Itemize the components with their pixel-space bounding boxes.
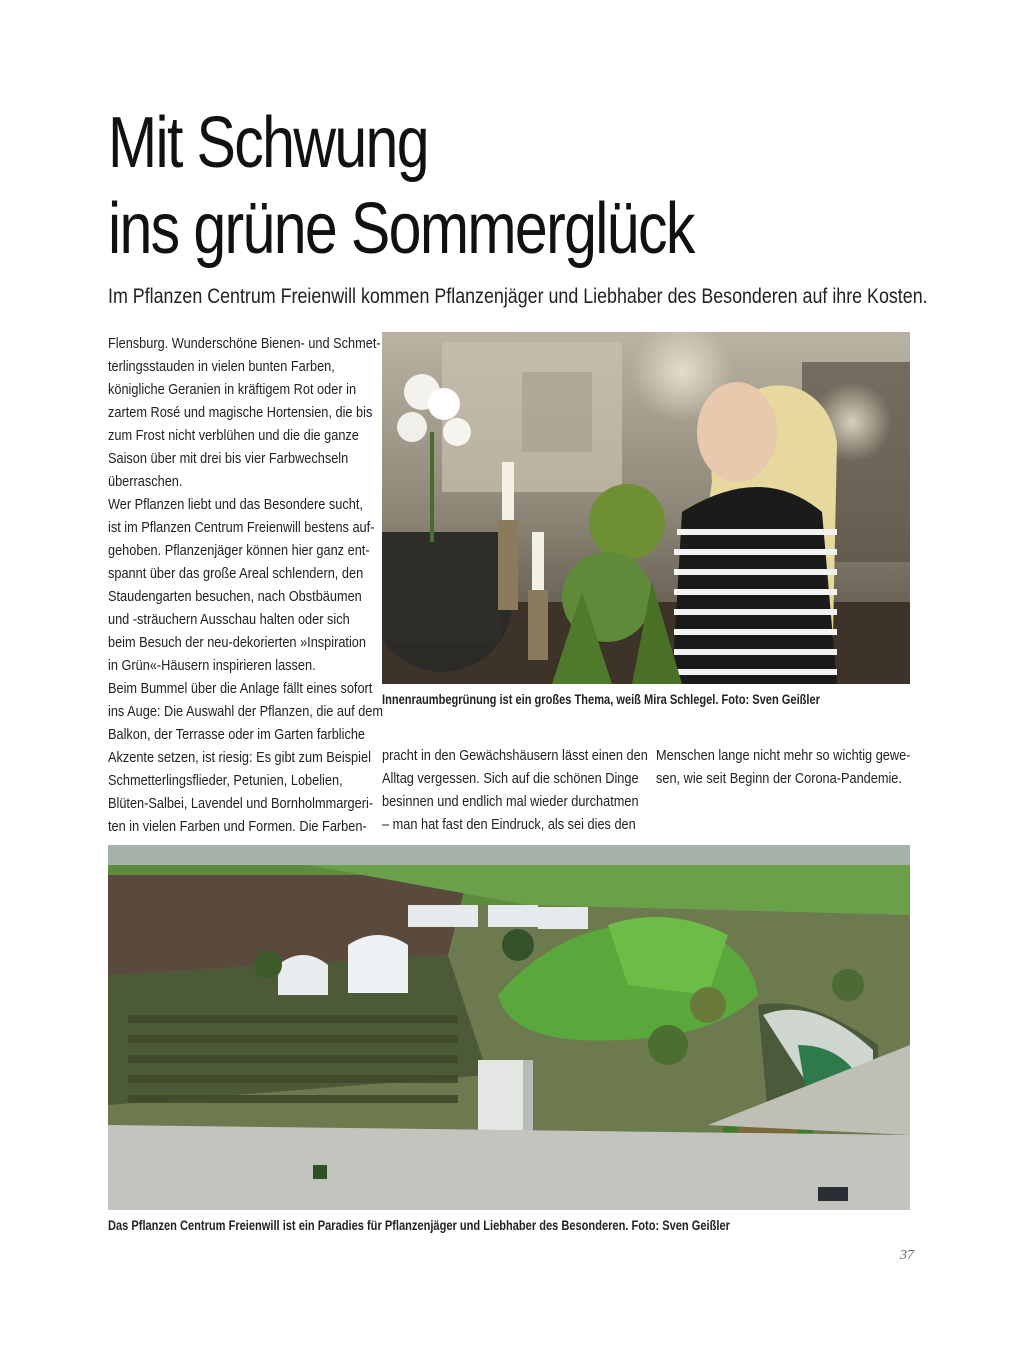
article-subtitle: Im Pflanzen Centrum Freienwill kommen Pflanzenjäger und Liebhaber des Besonderen auf ihre Kosten. xyxy=(108,285,928,308)
text-line: Balkon, der Terrasse oder im Garten farbliche xyxy=(108,726,366,743)
title-line-2: ins grüne Sommerglück xyxy=(108,189,694,269)
text-line: ten in vielen Farben und Formen. Die Farben- xyxy=(108,818,367,835)
photo-aerial-garden-center xyxy=(108,845,910,1210)
text-line: besinnen und endlich mal wieder durchatmen xyxy=(382,793,639,810)
text-line: Beim Bummel über die Anlage fällt eines sofort xyxy=(108,680,373,697)
text-line: und -sträuchern Ausschau halten oder sich xyxy=(108,611,350,628)
text-column-1 xyxy=(108,332,384,838)
text-line: Staudengarten besuchen, nach Obstbäumen xyxy=(108,588,362,605)
text-line: Wer Pflanzen liebt und das Besondere sucht, xyxy=(108,496,363,513)
text-line: terlingsstauden in vielen bunten Farben, xyxy=(108,358,335,375)
title-line-1: Mit Schwung xyxy=(108,103,428,183)
text-line: ins Auge: Die Auswahl der Pflanzen, die auf dem xyxy=(108,703,384,720)
photo-caption-2: Das Pflanzen Centrum Freienwill ist ein Paradies für Pflanzenjäger und Liebhaber des Besonderen. Foto: Sven Geißler xyxy=(108,1218,730,1233)
text-line: königliche Geranien in kräftigem Rot oder in xyxy=(108,381,357,398)
article-title xyxy=(108,100,830,272)
text-line: zartem Rosé und magische Hortensien, die bis xyxy=(108,404,373,421)
text-line: – man hat fast den Eindruck, als sei dies den xyxy=(382,816,636,833)
text-column-2 xyxy=(382,744,648,836)
text-line: Blüten-Salbei, Lavendel und Bornholmmargeri- xyxy=(108,795,374,812)
text-line: sen, wie seit Beginn der Corona-Pandemie. xyxy=(656,770,902,787)
text-column-3 xyxy=(656,744,911,790)
text-line: Menschen lange nicht mehr so wichtig gewe- xyxy=(656,747,911,764)
text-line: Schmetterlingsflieder, Petunien, Lobelien, xyxy=(108,772,343,789)
page-number: 37 xyxy=(900,1248,914,1263)
text-line: beim Besuch der neu-dekorierten »Inspiration xyxy=(108,634,366,651)
text-line: Akzente setzen, ist riesig: Es gibt zum Beispiel xyxy=(108,749,371,766)
text-line: überraschen. xyxy=(108,473,183,490)
text-line: gehoben. Pflanzenjäger können hier ganz ent- xyxy=(108,542,370,559)
photo-caption-1: Innenraumbegrünung ist ein großes Thema, weiß Mira Schlegel. Foto: Sven Geißler xyxy=(382,692,820,707)
text-line: ist im Pflanzen Centrum Freienwill bestens auf- xyxy=(108,519,375,536)
text-line: in Grün«-Häusern inspirieren lassen. xyxy=(108,657,316,674)
text-line: Saison über mit drei bis vier Farbwechseln xyxy=(108,450,349,467)
text-line: Flensburg. Wunderschöne Bienen- und Schmet- xyxy=(108,335,381,352)
text-line: zum Frost nicht verblühen und die die ganze xyxy=(108,427,359,444)
text-line: pracht in den Gewächshäusern lässt einen den xyxy=(382,747,648,764)
text-line: Alltag vergessen. Sich auf die schönen Dinge xyxy=(382,770,639,787)
text-line: spannt über das große Areal schlendern, den xyxy=(108,565,364,582)
photo-woman-with-plants xyxy=(382,332,910,684)
